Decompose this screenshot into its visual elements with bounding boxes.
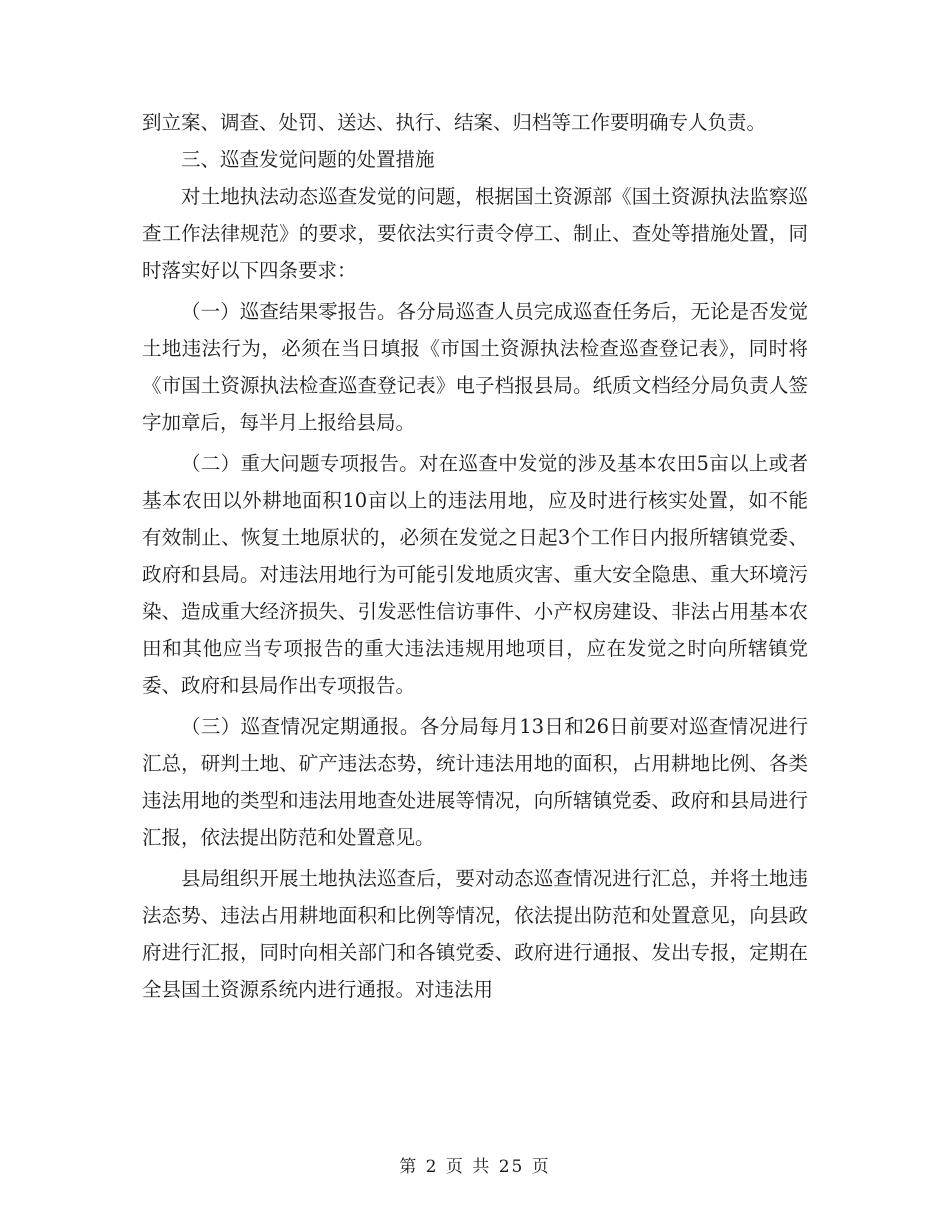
paragraph-requirement-1: （一）巡查结果零报告。各分局巡查人员完成巡查任务后，无论是否发觉土地违法行为，必须在当日填报《市国土资源执法检查巡查登记表》，同时将《市国土资源执法检查巡查登记表》电子档报县局。纸质文档经分局负责人签字加章后，每半月上报给县局。 — [142, 300, 808, 434]
paragraph-requirement-2: （二）重大问题专项报告。对在巡查中发觉的涉及基本农田5亩以上或者基本农田以外耕地面积10亩以上的违法用地，应及时进行核实处置，如不能有效制止、恢复土地原状的，必须在发觉之日起3个工作日内报所辖镇党委、政府和县局。对违法用地行为可能引发地质灾害、重大安全隐患、重大环境污染、造成重大经济损失、引发恶性信访事件、小产权房建设、非法占用基本农田和其他应当专项报告的重大违法违规用地项目，应在发觉之时向所辖镇党委、政府和县局作出专项报告。 — [142, 452, 808, 697]
page-footer: 第 2 页 共 25 页 — [399, 1157, 551, 1177]
paragraph-continuation: 到立案、调查、处罚、送达、执行、结案、归档等工作要明确专人负责。 — [142, 111, 767, 134]
paragraph-requirement-3: （三）巡查情况定期通报。各分局每月13日和26日前要对巡查情况进行汇总，研判土地、矿产违法态势，统计违法用地的面积，占用耕地比例、各类违法用地的类型和违法用地查处进展等情况，向所辖镇党委、政府和县局进行汇报，依法提出防范和处置意见。 — [142, 715, 808, 849]
document-body — [142, 104, 808, 1008]
paragraph-intro: 对土地执法动态巡查发觉的问题，根据国土资源部《国土资源执法监察巡查工作法律规范》的要求，要依法实行责令停工、制止、查处等措施处置，同时落实好以下四条要求： — [142, 185, 808, 282]
paragraph-county-summary: 县局组织开展土地执法巡查后，要对动态巡查情况进行汇总，并将土地违法态势、违法占用耕地面积和比例等情况，依法提出防范和处置意见，向县政府进行汇报，同时向相关部门和各镇党委、政府进行通报、发出专报，定期在全县国土资源系统内进行通报。对违法用 — [142, 867, 808, 1001]
section-heading: 三、巡查发觉问题的处置措施 — [181, 148, 435, 171]
